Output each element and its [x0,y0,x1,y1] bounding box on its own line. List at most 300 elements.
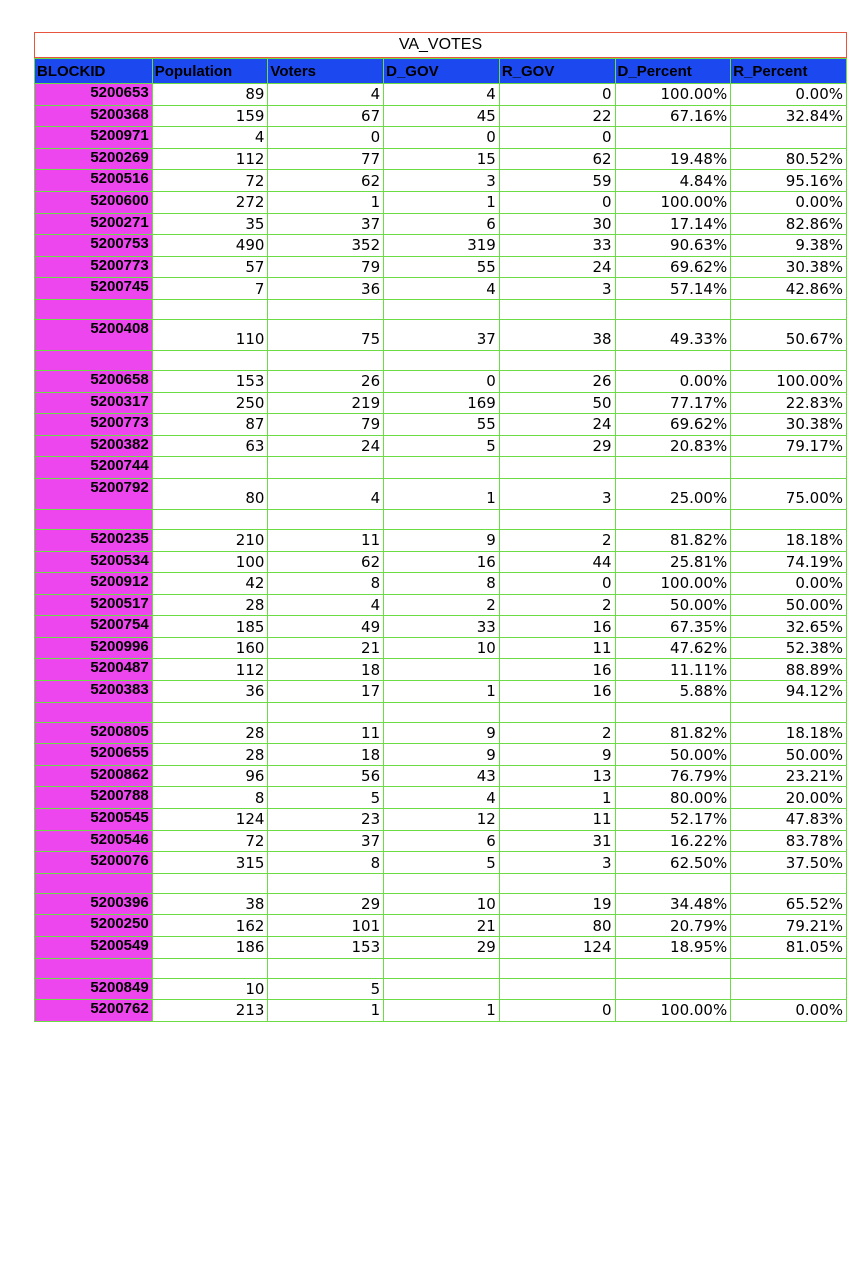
blockid-cell[interactable]: 5200317 [35,392,153,414]
r-gov-cell[interactable]: 16 [499,681,615,703]
r-gov-cell[interactable]: 19 [499,893,615,915]
population-cell[interactable]: 87 [152,414,268,436]
r-gov-cell[interactable] [499,873,615,893]
r-gov-cell[interactable]: 33 [499,235,615,257]
r-gov-cell[interactable]: 62 [499,148,615,170]
voters-cell[interactable]: 8 [268,573,384,595]
d-gov-cell[interactable]: 6 [384,830,500,852]
r-gov-cell[interactable]: 3 [499,852,615,874]
r-gov-cell[interactable] [499,509,615,529]
voters-cell[interactable]: 79 [268,256,384,278]
blockid-cell[interactable]: 5200805 [35,722,153,744]
d-percent-cell[interactable]: 52.17% [615,809,731,831]
voters-cell[interactable] [268,457,384,479]
blockid-cell[interactable] [35,958,153,978]
r-percent-cell[interactable]: 50.00% [731,594,847,616]
d-percent-cell[interactable]: 17.14% [615,213,731,235]
r-percent-cell[interactable] [731,127,847,149]
blockid-cell[interactable]: 5200745 [35,278,153,300]
header-population[interactable]: Population [152,59,268,84]
blockid-cell[interactable]: 5200862 [35,765,153,787]
d-gov-cell[interactable]: 9 [384,529,500,551]
d-percent-cell[interactable] [615,509,731,529]
r-percent-cell[interactable] [731,873,847,893]
blockid-cell[interactable]: 5200849 [35,978,153,1000]
blockid-cell[interactable]: 5200971 [35,127,153,149]
d-gov-cell[interactable] [384,659,500,681]
d-gov-cell[interactable]: 3 [384,170,500,192]
r-percent-cell[interactable] [731,299,847,319]
r-percent-cell[interactable] [731,958,847,978]
r-percent-cell[interactable]: 95.16% [731,170,847,192]
r-gov-cell[interactable]: 50 [499,392,615,414]
d-percent-cell[interactable] [615,127,731,149]
population-cell[interactable]: 96 [152,765,268,787]
r-percent-cell[interactable]: 83.78% [731,830,847,852]
blockid-cell[interactable] [35,702,153,722]
d-percent-cell[interactable]: 34.48% [615,893,731,915]
r-gov-cell[interactable]: 31 [499,830,615,852]
d-gov-cell[interactable]: 5 [384,852,500,874]
d-gov-cell[interactable]: 1 [384,191,500,213]
population-cell[interactable]: 213 [152,1000,268,1022]
population-cell[interactable]: 110 [152,319,268,350]
r-percent-cell[interactable]: 0.00% [731,573,847,595]
population-cell[interactable]: 28 [152,722,268,744]
header-voters[interactable]: Voters [268,59,384,84]
d-gov-cell[interactable]: 1 [384,681,500,703]
d-gov-cell[interactable] [384,958,500,978]
d-gov-cell[interactable]: 8 [384,573,500,595]
r-gov-cell[interactable]: 0 [499,191,615,213]
r-percent-cell[interactable] [731,702,847,722]
r-percent-cell[interactable]: 32.84% [731,105,847,127]
population-cell[interactable] [152,702,268,722]
r-percent-cell[interactable] [731,350,847,370]
r-gov-cell[interactable]: 24 [499,256,615,278]
d-gov-cell[interactable]: 15 [384,148,500,170]
voters-cell[interactable]: 5 [268,787,384,809]
r-percent-cell[interactable]: 9.38% [731,235,847,257]
d-percent-cell[interactable]: 90.63% [615,235,731,257]
d-percent-cell[interactable]: 100.00% [615,573,731,595]
voters-cell[interactable] [268,299,384,319]
voters-cell[interactable]: 4 [268,594,384,616]
d-percent-cell[interactable]: 5.88% [615,681,731,703]
d-gov-cell[interactable]: 4 [384,787,500,809]
population-cell[interactable]: 210 [152,529,268,551]
r-percent-cell[interactable]: 23.21% [731,765,847,787]
r-percent-cell[interactable]: 88.89% [731,659,847,681]
voters-cell[interactable]: 4 [268,84,384,106]
d-percent-cell[interactable]: 62.50% [615,852,731,874]
d-percent-cell[interactable]: 4.84% [615,170,731,192]
r-percent-cell[interactable]: 18.18% [731,722,847,744]
population-cell[interactable]: 38 [152,893,268,915]
r-percent-cell[interactable]: 79.21% [731,915,847,937]
header-d-percent[interactable]: D_Percent [615,59,731,84]
population-cell[interactable]: 490 [152,235,268,257]
population-cell[interactable]: 185 [152,616,268,638]
population-cell[interactable]: 57 [152,256,268,278]
d-gov-cell[interactable]: 33 [384,616,500,638]
r-percent-cell[interactable]: 32.65% [731,616,847,638]
voters-cell[interactable]: 18 [268,744,384,766]
blockid-cell[interactable]: 5200516 [35,170,153,192]
blockid-cell[interactable]: 5200655 [35,744,153,766]
r-gov-cell[interactable]: 9 [499,744,615,766]
blockid-cell[interactable]: 5200762 [35,1000,153,1022]
blockid-cell[interactable]: 5200773 [35,414,153,436]
r-percent-cell[interactable]: 30.38% [731,414,847,436]
r-gov-cell[interactable]: 11 [499,809,615,831]
blockid-cell[interactable]: 5200996 [35,637,153,659]
population-cell[interactable]: 28 [152,744,268,766]
blockid-cell[interactable]: 5200744 [35,457,153,479]
d-percent-cell[interactable]: 80.00% [615,787,731,809]
r-gov-cell[interactable]: 24 [499,414,615,436]
r-percent-cell[interactable]: 82.86% [731,213,847,235]
voters-cell[interactable]: 1 [268,1000,384,1022]
d-percent-cell[interactable]: 50.00% [615,744,731,766]
d-percent-cell[interactable]: 100.00% [615,84,731,106]
voters-cell[interactable]: 0 [268,127,384,149]
blockid-cell[interactable]: 5200368 [35,105,153,127]
d-percent-cell[interactable] [615,958,731,978]
r-percent-cell[interactable]: 0.00% [731,84,847,106]
d-gov-cell[interactable]: 6 [384,213,500,235]
d-gov-cell[interactable]: 43 [384,765,500,787]
voters-cell[interactable]: 62 [268,170,384,192]
blockid-cell[interactable]: 5200545 [35,809,153,831]
d-gov-cell[interactable]: 1 [384,478,500,509]
voters-cell[interactable]: 101 [268,915,384,937]
population-cell[interactable]: 186 [152,937,268,959]
r-percent-cell[interactable]: 30.38% [731,256,847,278]
r-gov-cell[interactable]: 2 [499,722,615,744]
r-percent-cell[interactable]: 0.00% [731,1000,847,1022]
r-percent-cell[interactable] [731,457,847,479]
blockid-cell[interactable]: 5200653 [35,84,153,106]
population-cell[interactable]: 72 [152,830,268,852]
blockid-cell[interactable] [35,509,153,529]
r-gov-cell[interactable]: 2 [499,529,615,551]
population-cell[interactable]: 63 [152,435,268,457]
r-gov-cell[interactable] [499,350,615,370]
d-percent-cell[interactable]: 50.00% [615,594,731,616]
d-gov-cell[interactable]: 2 [384,594,500,616]
d-percent-cell[interactable] [615,873,731,893]
r-gov-cell[interactable]: 59 [499,170,615,192]
r-percent-cell[interactable]: 37.50% [731,852,847,874]
d-gov-cell[interactable] [384,299,500,319]
blockid-cell[interactable]: 5200773 [35,256,153,278]
voters-cell[interactable]: 49 [268,616,384,638]
r-percent-cell[interactable]: 20.00% [731,787,847,809]
voters-cell[interactable]: 21 [268,637,384,659]
population-cell[interactable]: 72 [152,170,268,192]
r-percent-cell[interactable]: 50.00% [731,744,847,766]
r-percent-cell[interactable]: 22.83% [731,392,847,414]
blockid-cell[interactable] [35,873,153,893]
voters-cell[interactable]: 18 [268,659,384,681]
d-gov-cell[interactable]: 169 [384,392,500,414]
header-r-percent[interactable]: R_Percent [731,59,847,84]
d-gov-cell[interactable]: 1 [384,1000,500,1022]
blockid-cell[interactable]: 5200396 [35,893,153,915]
voters-cell[interactable] [268,509,384,529]
d-percent-cell[interactable]: 100.00% [615,1000,731,1022]
voters-cell[interactable]: 11 [268,529,384,551]
population-cell[interactable]: 162 [152,915,268,937]
population-cell[interactable]: 42 [152,573,268,595]
d-percent-cell[interactable]: 77.17% [615,392,731,414]
r-gov-cell[interactable]: 13 [499,765,615,787]
d-percent-cell[interactable]: 81.82% [615,529,731,551]
r-percent-cell[interactable]: 80.52% [731,148,847,170]
blockid-cell[interactable]: 5200235 [35,529,153,551]
d-gov-cell[interactable] [384,873,500,893]
d-gov-cell[interactable]: 4 [384,278,500,300]
d-percent-cell[interactable]: 69.62% [615,256,731,278]
d-gov-cell[interactable]: 10 [384,637,500,659]
d-percent-cell[interactable]: 67.35% [615,616,731,638]
d-gov-cell[interactable]: 12 [384,809,500,831]
d-gov-cell[interactable]: 5 [384,435,500,457]
r-percent-cell[interactable]: 0.00% [731,191,847,213]
d-percent-cell[interactable] [615,702,731,722]
r-percent-cell[interactable]: 42.86% [731,278,847,300]
r-gov-cell[interactable]: 0 [499,573,615,595]
header-blockid[interactable]: BLOCKID [35,59,153,84]
voters-cell[interactable]: 56 [268,765,384,787]
d-percent-cell[interactable]: 20.83% [615,435,731,457]
r-gov-cell[interactable]: 2 [499,594,615,616]
r-gov-cell[interactable]: 44 [499,551,615,573]
r-gov-cell[interactable]: 3 [499,278,615,300]
r-gov-cell[interactable]: 124 [499,937,615,959]
blockid-cell[interactable]: 5200658 [35,370,153,392]
population-cell[interactable]: 272 [152,191,268,213]
population-cell[interactable]: 124 [152,809,268,831]
d-gov-cell[interactable]: 16 [384,551,500,573]
d-gov-cell[interactable]: 319 [384,235,500,257]
r-percent-cell[interactable] [731,509,847,529]
population-cell[interactable] [152,350,268,370]
r-gov-cell[interactable]: 22 [499,105,615,127]
d-percent-cell[interactable]: 25.81% [615,551,731,573]
population-cell[interactable]: 8 [152,787,268,809]
voters-cell[interactable]: 79 [268,414,384,436]
blockid-cell[interactable]: 5200754 [35,616,153,638]
d-gov-cell[interactable]: 45 [384,105,500,127]
d-gov-cell[interactable]: 0 [384,370,500,392]
d-gov-cell[interactable] [384,978,500,1000]
population-cell[interactable] [152,299,268,319]
d-gov-cell[interactable]: 4 [384,84,500,106]
population-cell[interactable]: 153 [152,370,268,392]
d-gov-cell[interactable] [384,702,500,722]
r-gov-cell[interactable]: 38 [499,319,615,350]
population-cell[interactable] [152,457,268,479]
blockid-cell[interactable] [35,350,153,370]
r-gov-cell[interactable]: 80 [499,915,615,937]
population-cell[interactable]: 4 [152,127,268,149]
voters-cell[interactable]: 23 [268,809,384,831]
r-percent-cell[interactable] [731,978,847,1000]
d-percent-cell[interactable]: 16.22% [615,830,731,852]
d-gov-cell[interactable]: 21 [384,915,500,937]
r-gov-cell[interactable]: 1 [499,787,615,809]
blockid-cell[interactable]: 5200408 [35,319,153,350]
d-percent-cell[interactable]: 25.00% [615,478,731,509]
population-cell[interactable]: 35 [152,213,268,235]
r-gov-cell[interactable]: 16 [499,616,615,638]
voters-cell[interactable] [268,350,384,370]
blockid-cell[interactable]: 5200546 [35,830,153,852]
d-percent-cell[interactable]: 76.79% [615,765,731,787]
r-gov-cell[interactable]: 3 [499,478,615,509]
blockid-cell[interactable]: 5200271 [35,213,153,235]
r-gov-cell[interactable] [499,299,615,319]
r-gov-cell[interactable]: 11 [499,637,615,659]
voters-cell[interactable]: 29 [268,893,384,915]
blockid-cell[interactable]: 5200487 [35,659,153,681]
d-gov-cell[interactable]: 55 [384,414,500,436]
voters-cell[interactable]: 67 [268,105,384,127]
d-gov-cell[interactable] [384,509,500,529]
d-gov-cell[interactable]: 37 [384,319,500,350]
d-percent-cell[interactable] [615,299,731,319]
r-gov-cell[interactable]: 30 [499,213,615,235]
r-gov-cell[interactable]: 26 [499,370,615,392]
population-cell[interactable]: 100 [152,551,268,573]
blockid-cell[interactable]: 5200549 [35,937,153,959]
r-gov-cell[interactable] [499,958,615,978]
population-cell[interactable]: 89 [152,84,268,106]
r-percent-cell[interactable]: 81.05% [731,937,847,959]
blockid-cell[interactable] [35,299,153,319]
voters-cell[interactable]: 5 [268,978,384,1000]
population-cell[interactable]: 159 [152,105,268,127]
r-percent-cell[interactable]: 79.17% [731,435,847,457]
d-percent-cell[interactable]: 100.00% [615,191,731,213]
r-percent-cell[interactable]: 18.18% [731,529,847,551]
blockid-cell[interactable]: 5200250 [35,915,153,937]
voters-cell[interactable]: 352 [268,235,384,257]
population-cell[interactable]: 250 [152,392,268,414]
r-percent-cell[interactable]: 50.67% [731,319,847,350]
d-percent-cell[interactable] [615,457,731,479]
blockid-cell[interactable]: 5200600 [35,191,153,213]
d-percent-cell[interactable]: 0.00% [615,370,731,392]
d-percent-cell[interactable]: 67.16% [615,105,731,127]
d-gov-cell[interactable] [384,350,500,370]
r-gov-cell[interactable]: 0 [499,1000,615,1022]
r-percent-cell[interactable]: 100.00% [731,370,847,392]
header-r-gov[interactable]: R_GOV [499,59,615,84]
voters-cell[interactable]: 11 [268,722,384,744]
d-percent-cell[interactable]: 19.48% [615,148,731,170]
population-cell[interactable]: 315 [152,852,268,874]
voters-cell[interactable]: 62 [268,551,384,573]
blockid-cell[interactable]: 5200382 [35,435,153,457]
d-percent-cell[interactable]: 57.14% [615,278,731,300]
population-cell[interactable] [152,509,268,529]
r-percent-cell[interactable]: 94.12% [731,681,847,703]
population-cell[interactable]: 10 [152,978,268,1000]
r-percent-cell[interactable]: 52.38% [731,637,847,659]
blockid-cell[interactable]: 5200912 [35,573,153,595]
r-gov-cell[interactable] [499,702,615,722]
d-percent-cell[interactable]: 11.11% [615,659,731,681]
blockid-cell[interactable]: 5200383 [35,681,153,703]
blockid-cell[interactable]: 5200517 [35,594,153,616]
r-percent-cell[interactable]: 74.19% [731,551,847,573]
d-gov-cell[interactable]: 9 [384,744,500,766]
voters-cell[interactable]: 153 [268,937,384,959]
blockid-cell[interactable]: 5200792 [35,478,153,509]
blockid-cell[interactable]: 5200788 [35,787,153,809]
header-d-gov[interactable]: D_GOV [384,59,500,84]
d-percent-cell[interactable]: 49.33% [615,319,731,350]
r-gov-cell[interactable]: 29 [499,435,615,457]
voters-cell[interactable]: 17 [268,681,384,703]
d-gov-cell[interactable]: 9 [384,722,500,744]
population-cell[interactable]: 112 [152,659,268,681]
population-cell[interactable]: 7 [152,278,268,300]
d-percent-cell[interactable] [615,350,731,370]
voters-cell[interactable]: 219 [268,392,384,414]
voters-cell[interactable]: 4 [268,478,384,509]
population-cell[interactable]: 112 [152,148,268,170]
voters-cell[interactable] [268,702,384,722]
voters-cell[interactable]: 8 [268,852,384,874]
voters-cell[interactable]: 1 [268,191,384,213]
r-gov-cell[interactable]: 0 [499,84,615,106]
d-gov-cell[interactable]: 55 [384,256,500,278]
d-gov-cell[interactable]: 29 [384,937,500,959]
d-gov-cell[interactable]: 0 [384,127,500,149]
d-gov-cell[interactable] [384,457,500,479]
voters-cell[interactable]: 75 [268,319,384,350]
d-percent-cell[interactable]: 69.62% [615,414,731,436]
r-gov-cell[interactable]: 0 [499,127,615,149]
r-percent-cell[interactable]: 75.00% [731,478,847,509]
blockid-cell[interactable]: 5200269 [35,148,153,170]
voters-cell[interactable]: 77 [268,148,384,170]
population-cell[interactable] [152,873,268,893]
d-percent-cell[interactable]: 47.62% [615,637,731,659]
blockid-cell[interactable]: 5200753 [35,235,153,257]
population-cell[interactable]: 28 [152,594,268,616]
d-percent-cell[interactable]: 20.79% [615,915,731,937]
voters-cell[interactable]: 36 [268,278,384,300]
d-percent-cell[interactable]: 81.82% [615,722,731,744]
blockid-cell[interactable]: 5200076 [35,852,153,874]
r-gov-cell[interactable] [499,457,615,479]
d-gov-cell[interactable]: 10 [384,893,500,915]
population-cell[interactable]: 80 [152,478,268,509]
r-gov-cell[interactable] [499,978,615,1000]
r-percent-cell[interactable]: 47.83% [731,809,847,831]
population-cell[interactable]: 160 [152,637,268,659]
r-percent-cell[interactable]: 65.52% [731,893,847,915]
voters-cell[interactable]: 37 [268,830,384,852]
voters-cell[interactable] [268,958,384,978]
voters-cell[interactable]: 24 [268,435,384,457]
blockid-cell[interactable]: 5200534 [35,551,153,573]
